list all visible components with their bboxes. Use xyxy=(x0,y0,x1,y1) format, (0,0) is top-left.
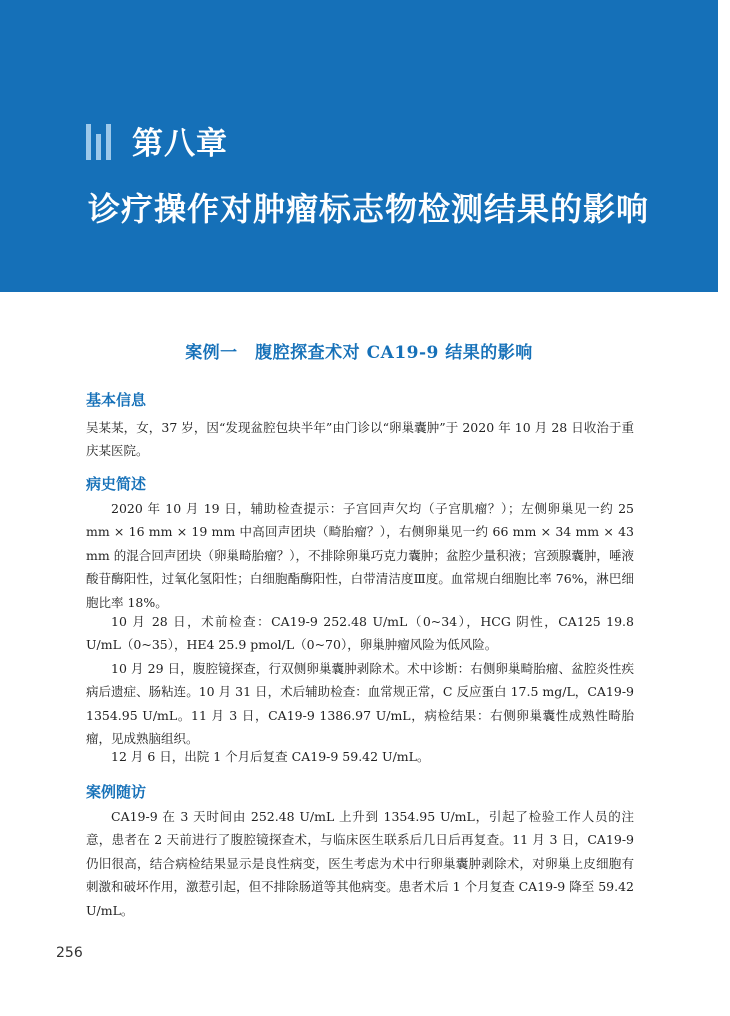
chapter-title: 诊疗操作对肿瘤标志物检测结果的影响 xyxy=(88,190,650,228)
paragraph-history-4: 12 月 6 日，出院 1 个月后复查 CA19-9 59.42 U/mL。 xyxy=(111,749,430,764)
paragraph-history-2: 10 月 28 日，术前检查：CA19-9 252.48 U/mL（0~34），HCG 阴性，CA125 19.8 U/mL（0~35），HE4 25.9 pmol/L（0~70），卵巢肿瘤风险为低风险。 xyxy=(86,614,634,653)
section-heading-follow-up: 案例随访 xyxy=(86,783,147,801)
page-number: 256 xyxy=(56,945,83,961)
chapter-number: 第八章 xyxy=(132,126,228,162)
section-heading-history: 病史简述 xyxy=(86,475,147,493)
case-title: 案例一 腹腔探查术对 CA19-9 结果的影响 xyxy=(185,343,533,363)
paragraph-history-3: 10 月 29 日，腹腔镜探查，行双侧卵巢囊肿剥除术。术中诊断：右侧卵巢畸胎瘤、盆腔炎性疾病后遗症、肠粘连。10 月 31 日，术后辅助检查：血常规正常，C 反应蛋白 17.5 mg/L，CA19-9 1354.95 U/mL。11 月 3 日，CA19-9 1386.97 U/mL，病检结果：右侧卵巢囊性成熟性畸胎瘤，见成熟脑组织。 xyxy=(86,661,634,747)
section-heading-basic-info: 基本信息 xyxy=(86,391,147,409)
paragraph-follow-up: CA19-9 在 3 天时间由 252.48 U/mL 上升到 1354.95 U/mL，引起了检验工作人员的注意，患者在 2 天前进行了腹腔镜探查术，与临床医生联系后几日后再复查。11 月 3 日，CA19-9 仍旧很高，结合病检结果显示是良性病变，医生考虑为术中行卵巢囊肿剥除术，对卵巢上皮细胞有刺激和破坏作用，激惹引起，但不排除肠道等其他病变。患者术后 1 个月复查 CA19-9 降至 59.42 U/mL。 xyxy=(86,809,634,918)
chapter-bars-icon xyxy=(86,124,120,160)
chapter-banner xyxy=(0,0,718,292)
paragraph-history-1: 2020 年 10 月 19 日，辅助检查提示：子宫回声欠均（子宫肌瘤？）；左侧卵巢见一约 25 mm × 16 mm × 19 mm 中高回声团块（畸胎瘤？），右侧卵巢见一约 66 mm × 34 mm × 43 mm 的混合回声团块（卵巢畸胎瘤？），不排除卵巢巧克力囊肿；盆腔少量积液；宫颈腺囊肿，唾液酸苷酶阳性，过氧化氢阳性；白细胞酯酶阳性，白带清洁度Ⅲ度。血常规白细胞比率 76%，淋巴细胞比率 18%。 xyxy=(86,501,634,610)
paragraph-basic-info: 吴某某，女，37 岁，因“发现盆腔包块半年”由门诊以“卵巢囊肿”于 2020 年 10 月 28 日收治于重庆某医院。 xyxy=(86,420,634,459)
